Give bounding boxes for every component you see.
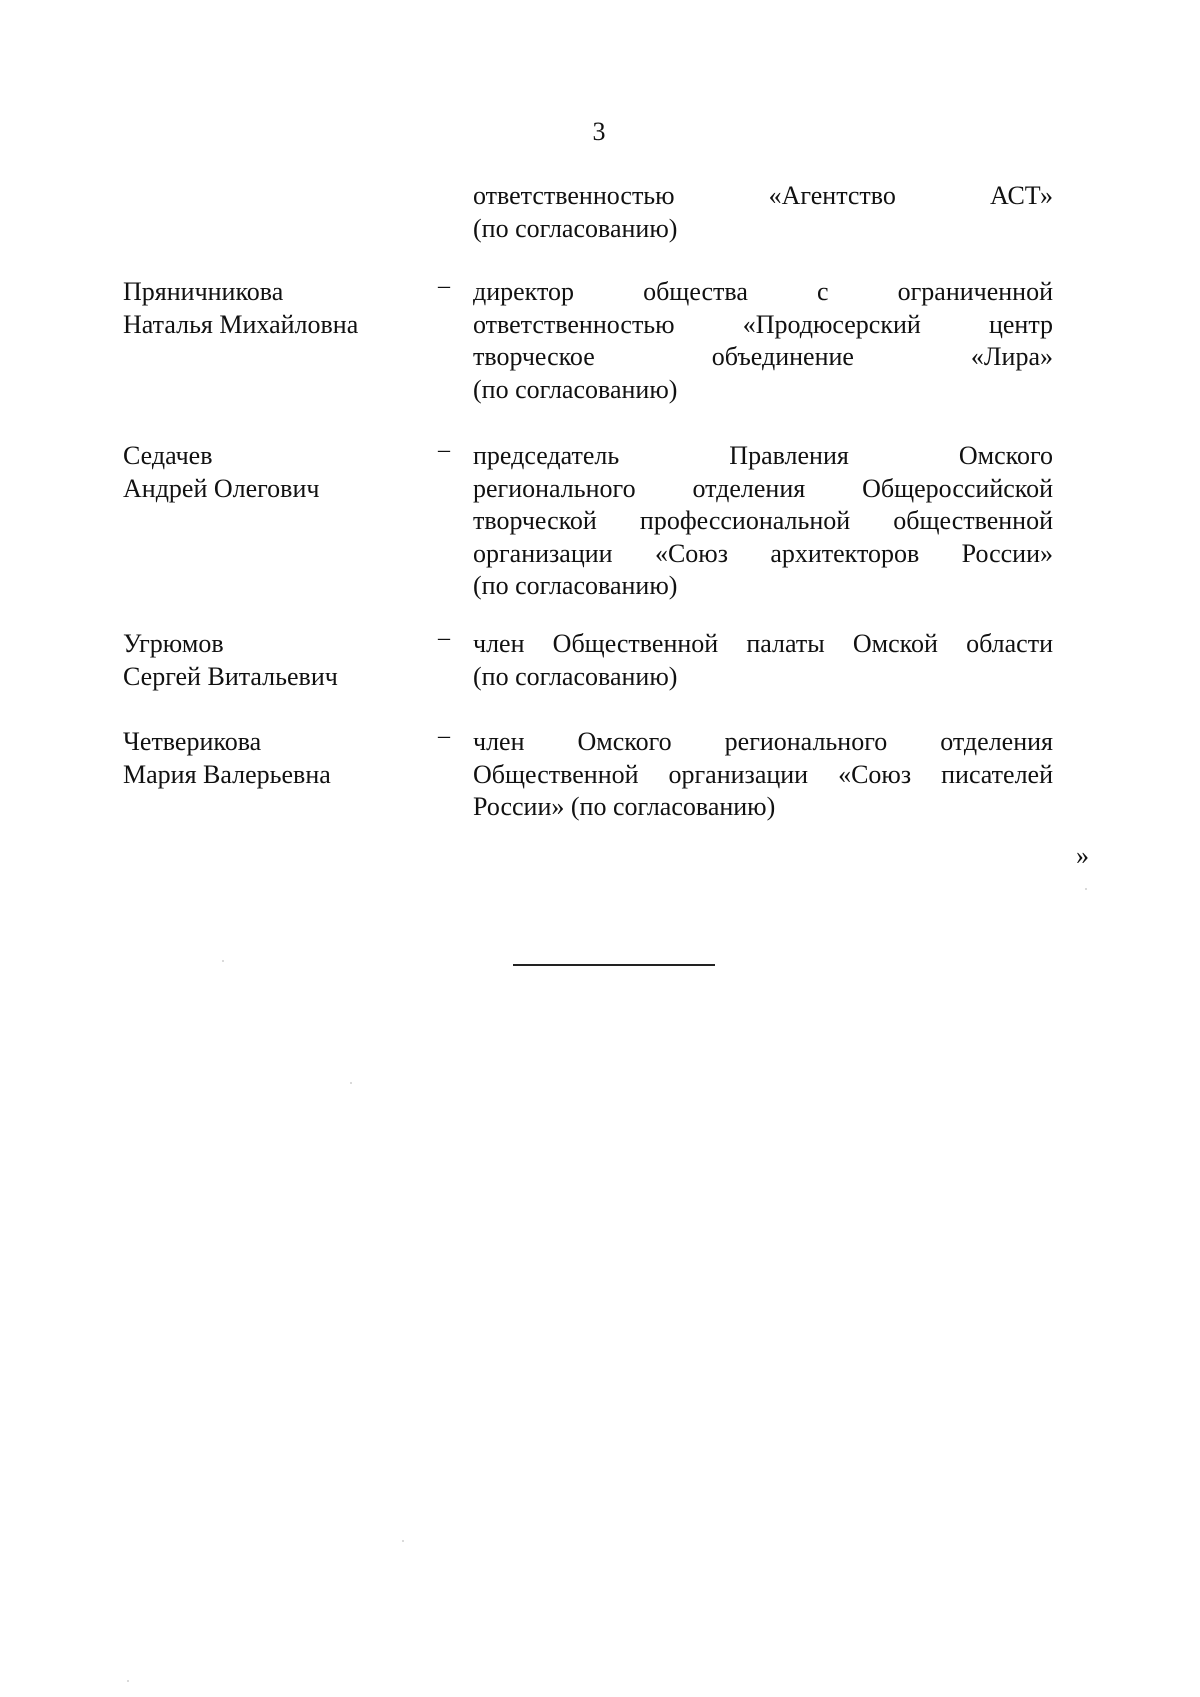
member-description — [473, 628, 1053, 693]
scan-speck — [127, 1680, 129, 1682]
description-line: директор общества с ограниченной — [473, 277, 1053, 306]
description-line: (по согласованию) — [473, 374, 678, 404]
given-names: Андрей Олегович — [123, 473, 320, 503]
given-names: Наталья Михайловна — [123, 309, 359, 339]
member-description — [473, 440, 1053, 603]
description-line: (по согласованию) — [473, 571, 678, 600]
given-names: Сергей Витальевич — [123, 661, 338, 691]
surname: Четверикова — [123, 727, 262, 756]
description-line: России» (по согласованию) — [473, 792, 776, 821]
dash-separator: – — [438, 273, 450, 299]
surname: Угрюмов — [123, 629, 224, 658]
scan-speck — [1085, 888, 1087, 890]
scan-speck — [350, 1082, 352, 1084]
description-line: творческой профессиональной общественной — [473, 506, 1053, 535]
description-line: Общественной организации «Союз писателей — [473, 759, 1053, 789]
dash-separator: – — [438, 723, 450, 749]
scan-speck — [222, 960, 224, 962]
continuation-description — [473, 180, 1053, 245]
member-description — [473, 726, 1053, 824]
member-name — [123, 726, 443, 791]
dash-separator: – — [438, 437, 450, 463]
description-line: творческое объединение «Лира» — [473, 342, 1053, 371]
description-line: ответственностью «Агентство АСТ» — [473, 181, 1053, 210]
member-name — [123, 440, 443, 505]
description-line: (по согласованию) — [473, 661, 678, 691]
description-line: председатель Правления Омского — [473, 441, 1053, 470]
scan-speck — [402, 1540, 404, 1542]
dash-separator: – — [438, 625, 450, 651]
end-rule — [513, 964, 715, 966]
description-line: регионального отделения Общероссийской — [473, 473, 1053, 503]
member-description — [473, 276, 1053, 406]
given-names: Мария Валерьевна — [123, 759, 331, 789]
page-number: 3 — [592, 117, 606, 146]
description-line: (по согласованию) — [473, 213, 678, 243]
closing-quote: » — [1076, 841, 1089, 870]
member-name — [123, 628, 443, 693]
surname: Седачев — [123, 441, 213, 470]
description-line: ответственностью «Продюсерский центр — [473, 309, 1053, 339]
description-line: член Омского регионального отделения — [473, 727, 1053, 756]
description-line: организации «Союз архитекторов России» — [473, 538, 1053, 568]
member-name — [123, 276, 443, 341]
surname: Пряничникова — [123, 277, 284, 306]
description-line: член Общественной палаты Омской области — [473, 629, 1053, 658]
